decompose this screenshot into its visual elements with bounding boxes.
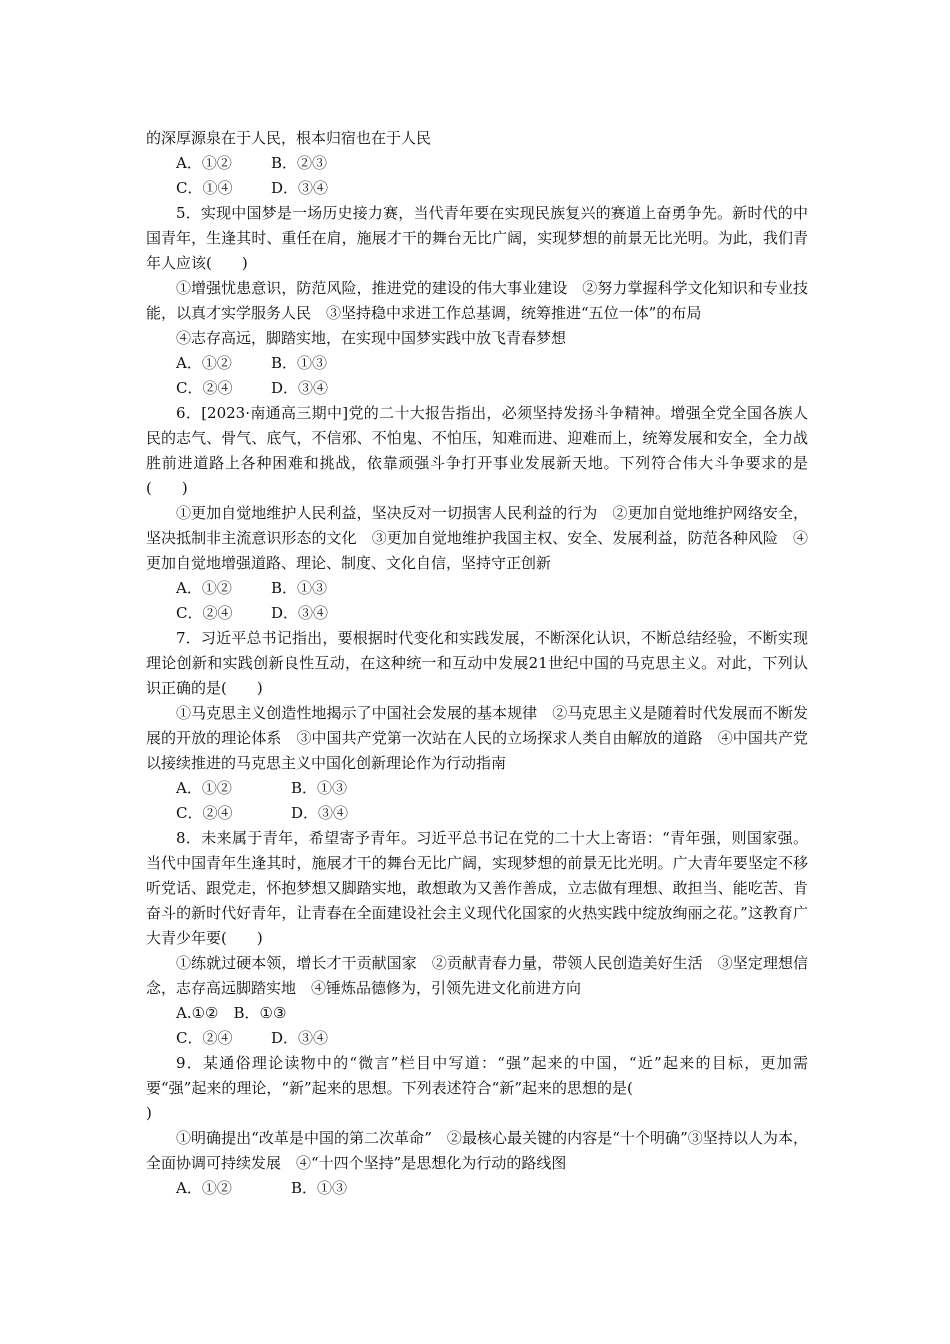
q6-option-a[interactable]: A．①②: [176, 579, 232, 597]
q6-stem: 6．[2023·南通高三期中]党的二十大报告指出，必须坚持发扬斗争精神。增强全党全国各族人民的志气、骨气、底气，不信邪、不怕鬼、不怕压，知难而进、迎难而上，统筹发展和安全，全力战胜前进道路上各种困难和挑战，依靠顽强斗争打开事业发展新天地。下列符合伟大斗争要求的是( ): [146, 404, 808, 497]
q7-option-a[interactable]: A．①②: [176, 779, 232, 797]
q5-option-b[interactable]: B．①③: [271, 354, 328, 372]
q5-options-row-1: [146, 351, 808, 376]
q5-stem: 5．实现中国梦是一场历史接力赛，当代青年要在实现民族复兴的赛道上奋勇争先。新时代的中国青年，生逢其时、重任在肩，施展才干的舞台无比广阔，实现梦想的前景无比光明。为此，我们青年人应该( ): [146, 204, 808, 272]
document-page: [146, 126, 808, 1201]
q7-options-row-2: [146, 801, 808, 826]
q8-option-d[interactable]: D．③④: [271, 1029, 329, 1047]
q8-option-c[interactable]: C．②④: [176, 1029, 233, 1047]
q5-option-d[interactable]: D．③④: [271, 379, 329, 397]
q5-option-c[interactable]: C．②④: [176, 379, 233, 397]
q4-option-c[interactable]: C．①④: [176, 179, 233, 197]
q6-option-b[interactable]: B．①③: [271, 579, 328, 597]
q9-options-row-1: [146, 1176, 808, 1201]
q9-option-b[interactable]: B．①③: [291, 1179, 348, 1197]
q9-option-a[interactable]: A．①②: [176, 1179, 232, 1197]
q7-options-row-1: [146, 776, 808, 801]
lead-in-text: 的深厚源泉在于人民，根本归宿也在于人民: [146, 129, 432, 147]
q7-items: ①马克思主义创造性地揭示了中国社会发展的基本规律 ②马克思主义是随着时代发展而不断发展的开放的理论体系 ③中国共产党第一次站在人民的立场探求人类自由解放的道路 ④中国共产党以接续推进的马克思主义中国化创新理论作为行动指南: [146, 704, 808, 772]
q4-options-row-1: [146, 151, 808, 176]
q8-options-row-2: [146, 1026, 808, 1051]
q6-options-row-2: [146, 601, 808, 626]
q6-options-row-1: [146, 576, 808, 601]
q8-stem: 8．未来属于青年，希望寄予青年。习近平总书记在党的二十大上寄语：“青年强，则国家强。当代中国青年生逢其时，施展才干的舞台无比广阔，实现梦想的前景无比光明。广大青年要坚定不移听党话、跟党走，怀抱梦想又脚踏实地，敢想敢为又善作善成，立志做有理想、敢担当、能吃苦、肯奋斗的新时代好青年，让青春在全面建设社会主义现代化国家的火热实践中绽放绚丽之花。”这教育广大青少年要( ): [146, 829, 808, 947]
q5-items: ①增强忧患意识，防范风险，推进党的建设的伟大事业建设 ②努力掌握科学文化知识和专业技能，以真才实学服务人民 ③坚持稳中求进工作总基调，统筹推进“五位一体”的布局: [146, 279, 808, 322]
q5-item-4: ④志存高远，脚踏实地，在实现中国梦实践中放飞青春梦想: [176, 329, 567, 347]
q4-option-d[interactable]: D．③④: [271, 179, 329, 197]
q9-stem: 9．某通俗理论读物中的“微言”栏目中写道：“强”起来的中国，“近”起来的目标，更加需要“强”起来的理论，“新”起来的思想。下列表述符合“新”起来的思想的是(: [146, 1054, 808, 1097]
q7-option-d[interactable]: D．③④: [291, 804, 349, 822]
q6-items: ①更加自觉地维护人民利益，坚决反对一切损害人民利益的行为 ②更加自觉地维护网络安全，坚决抵制非主流意识形态的文化 ③更加自觉地维护我国主权、安全、发展利益，防范各种风险 ④更加自觉地增强道路、理论、制度、文化自信，坚持守正创新: [146, 504, 808, 572]
q7-stem: 7．习近平总书记指出，要根据时代变化和实践发展，不断深化认识，不断总结经验，不断实现理论创新和实践创新良性互动，在这种统一和互动中发展21世纪中国的马克思主义。对此，下列认识正确的是( ): [146, 629, 808, 697]
q6-option-d[interactable]: D．③④: [271, 604, 329, 622]
q4-options-row-2: [146, 176, 808, 201]
q5-options-row-2: [146, 376, 808, 401]
q9-items: ①明确提出“改革是中国的第二次革命” ②最核心最关键的内容是“十个明确”③坚持以人为本，全面协调可持续发展 ④“十四个坚持”是思想化为行动的路线图: [146, 1129, 808, 1172]
q5-option-a[interactable]: A．①②: [176, 354, 232, 372]
q9-stem-end: ): [146, 1104, 152, 1122]
q7-option-b[interactable]: B．①③: [291, 779, 348, 797]
q4-option-b[interactable]: B．②③: [271, 154, 328, 172]
q6-option-c[interactable]: C．②④: [176, 604, 233, 622]
q8-options-row-1[interactable]: A.①② B．①③: [176, 1004, 287, 1022]
q7-option-c[interactable]: C．②④: [176, 804, 233, 822]
q4-option-a[interactable]: A．①②: [176, 154, 232, 172]
q8-items: ①练就过硬本领，增长才干贡献国家 ②贡献青春力量，带领人民创造美好生活 ③坚定理想信念，志存高远脚踏实地 ④锤炼品德修为，引领先进文化前进方向: [146, 954, 808, 997]
